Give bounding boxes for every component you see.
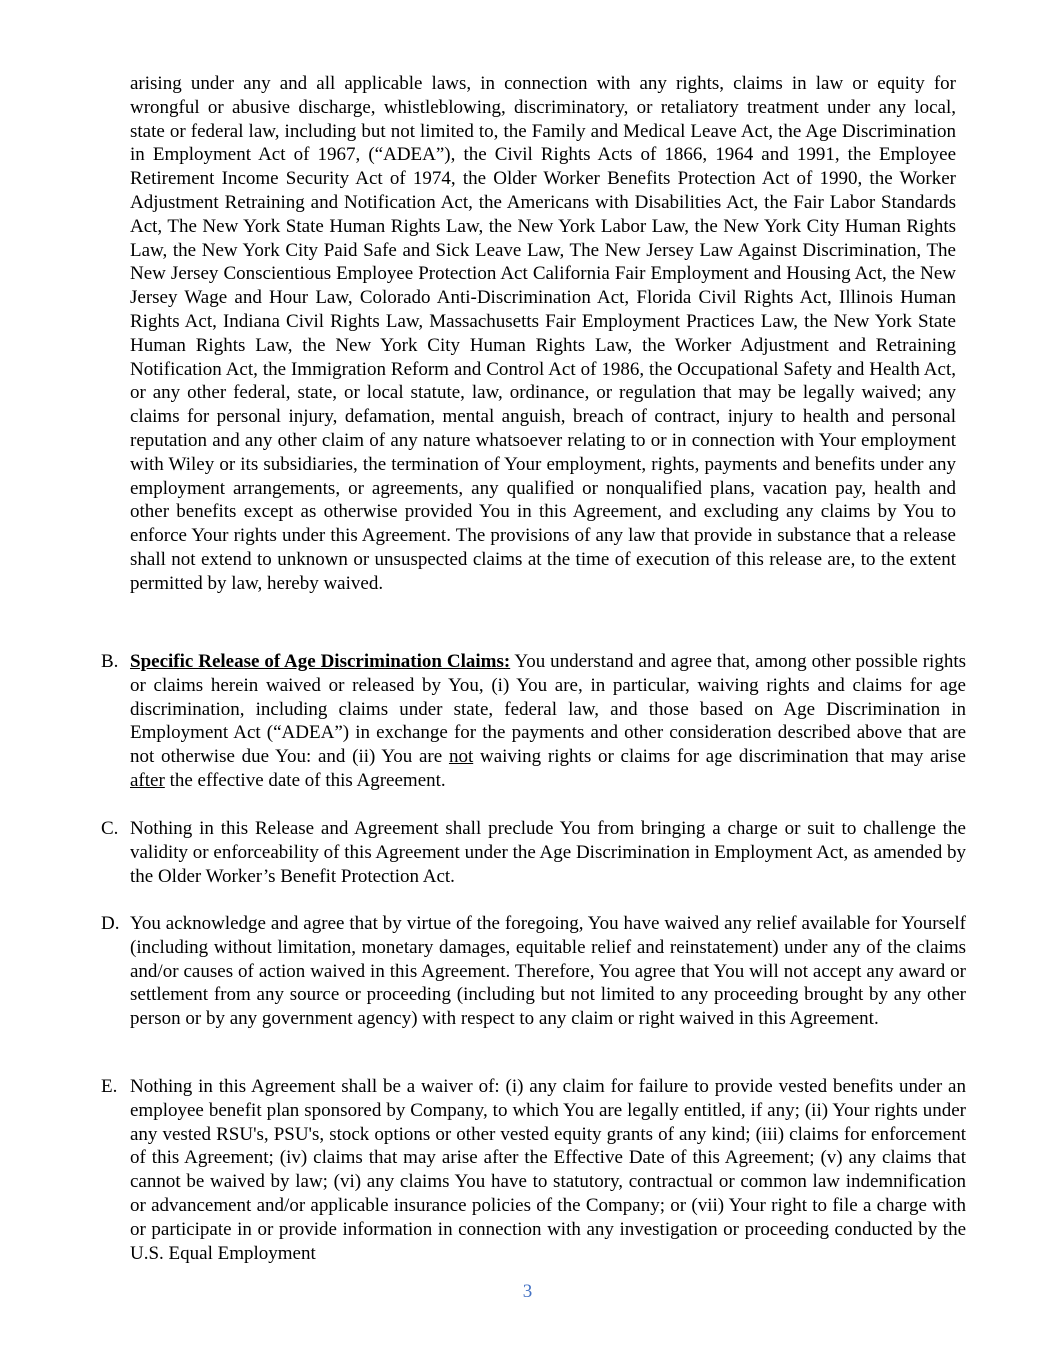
- section-c-marker: C.: [101, 818, 119, 839]
- section-d-marker: D.: [101, 913, 120, 934]
- section-b-heading: Specific Release of Age Discrimination Claims:: [130, 651, 511, 672]
- section-d-body: You acknowledge and agree that by virtue of the foregoing, You have waived any relief available for Yourself (including without limitation, monetary damages, equitable relief and reinstatement) under any of the claims and/or causes of action waived in this Agreement. Therefore, You agree that You will not accept any award or settlement from any source or proceeding (including but not limited to any proceeding brought by any other person or by any government agency) with respect to any claim or right waived in this Agreement.: [130, 913, 966, 1030]
- section-b-text-2: waiving rights or claims for age discrimination that may arise: [473, 746, 966, 768]
- page-number: 3: [522, 1281, 533, 1302]
- section-c-body: Nothing in this Release and Agreement shall preclude You from bringing a charge or suit to challenge the validity or enforceability of this Agreement under the Age Discrimination in Employment Act, as amended by the Older Worker’s Benefit Protection Act.: [130, 818, 966, 887]
- emphasis-not: not: [448, 746, 474, 768]
- section-b-body: [130, 650, 966, 793]
- section-b-text-3: the effective date of this Agreement.: [164, 769, 446, 791]
- section-b-text-1: You understand and agree that, among other possible rights or claims herein waived or released by You, (i) You are, in particular, waiving rights and claims for age discrimination, including claims under state, federal law, and those based on Age Discrimination in Employment Act (“ADEA”) in exchange for the payments and other consideration described above that are not otherwise due You: and (ii) You are: [130, 651, 967, 768]
- section-e-body: Nothing in this Agreement shall be a waiver of: (i) any claim for failure to provide vested benefits under an employee benefit plan sponsored by Company, to which You are legally entitled, if any; (ii) Your rights under any vested RSU's, PSU's, stock options or other vested equity grants of any kind; (iii) claims for enforcement of this Agreement; (iv) claims that may arise after the Effective Date of this Agreement; (v) any claims that cannot be waived by law; (vi) any claims You have to statutory, contractual or common law indemnification or advancement and/or applicable insurance policies of the Company; or (vii) Your right to file a charge with or participate in or provide information in connection with any investigation or proceeding conducted by the U.S. Equal Employment: [130, 1076, 966, 1264]
- emphasis-after: after: [130, 769, 165, 791]
- section-e-marker: E.: [101, 1076, 118, 1097]
- release-paragraph-continued: arising under any and all applicable laws, in connection with any rights, claims in law or equity for wrongful or abusive discharge, whistleblowing, discriminatory, or retaliatory treatment under any local, state or federal law, including but not limited to, the Family and Medical Leave Act, the Age Discrimination in Employment Act of 1967, (“ADEA”), the Civil Rights Acts of 1866, 1964 and 1991, the Employee Retirement Income Security Act of 1974, the Older Worker Benefits Protection Act of 1990, the Worker Adjustment Retraining and Notification Act, the Americans with Disabilities Act, the Fair Labor Standards Act, The New York State Human Rights Law, the New York Labor Law, the New York City Human Rights Law, the New York City Paid Safe and Sick Leave Law, The New Jersey Law Against Discrimination, The New Jersey Conscientious Employee Protection Act California Fair Employment and Housing Act, the New Jersey Wage and Hour Law, Colorado Anti-Discrimination Act, Florida Civil Rights Act, Illinois Human Rights Act, Indiana Civil Rights Law, Massachusetts Fair Employment Practices Law, the New York State Human Rights Law, the New York City Human Rights Law, the Worker Adjustment and Retraining Notification Act, the Immigration Reform and Control Act of 1986, the Occupational Safety and Health Act, or any other federal, state, or local statute, law, ordinance, or regulation that may be legally waived; any claims for personal injury, defamation, mental anguish, breach of contract, injury to health and personal reputation and any other claim of any nature whatsoever relating to or in connection with Your employment with Wiley or its subsidiaries, the termination of Your employment, rights, payments and benefits under any employment arrangements, or agreements, any qualified or nonqualified plans, vacation pay, health and other benefits except as otherwise provided You in this Agreement, and excluding any claims by You to enforce Your rights under this Agreement. The provisions of any law that provide in substance that a release shall not extend to unknown or unsuspected claims at the time of execution of this release are, to the extent permitted by law, hereby waived.: [130, 73, 956, 594]
- section-b-marker: B.: [101, 651, 119, 672]
